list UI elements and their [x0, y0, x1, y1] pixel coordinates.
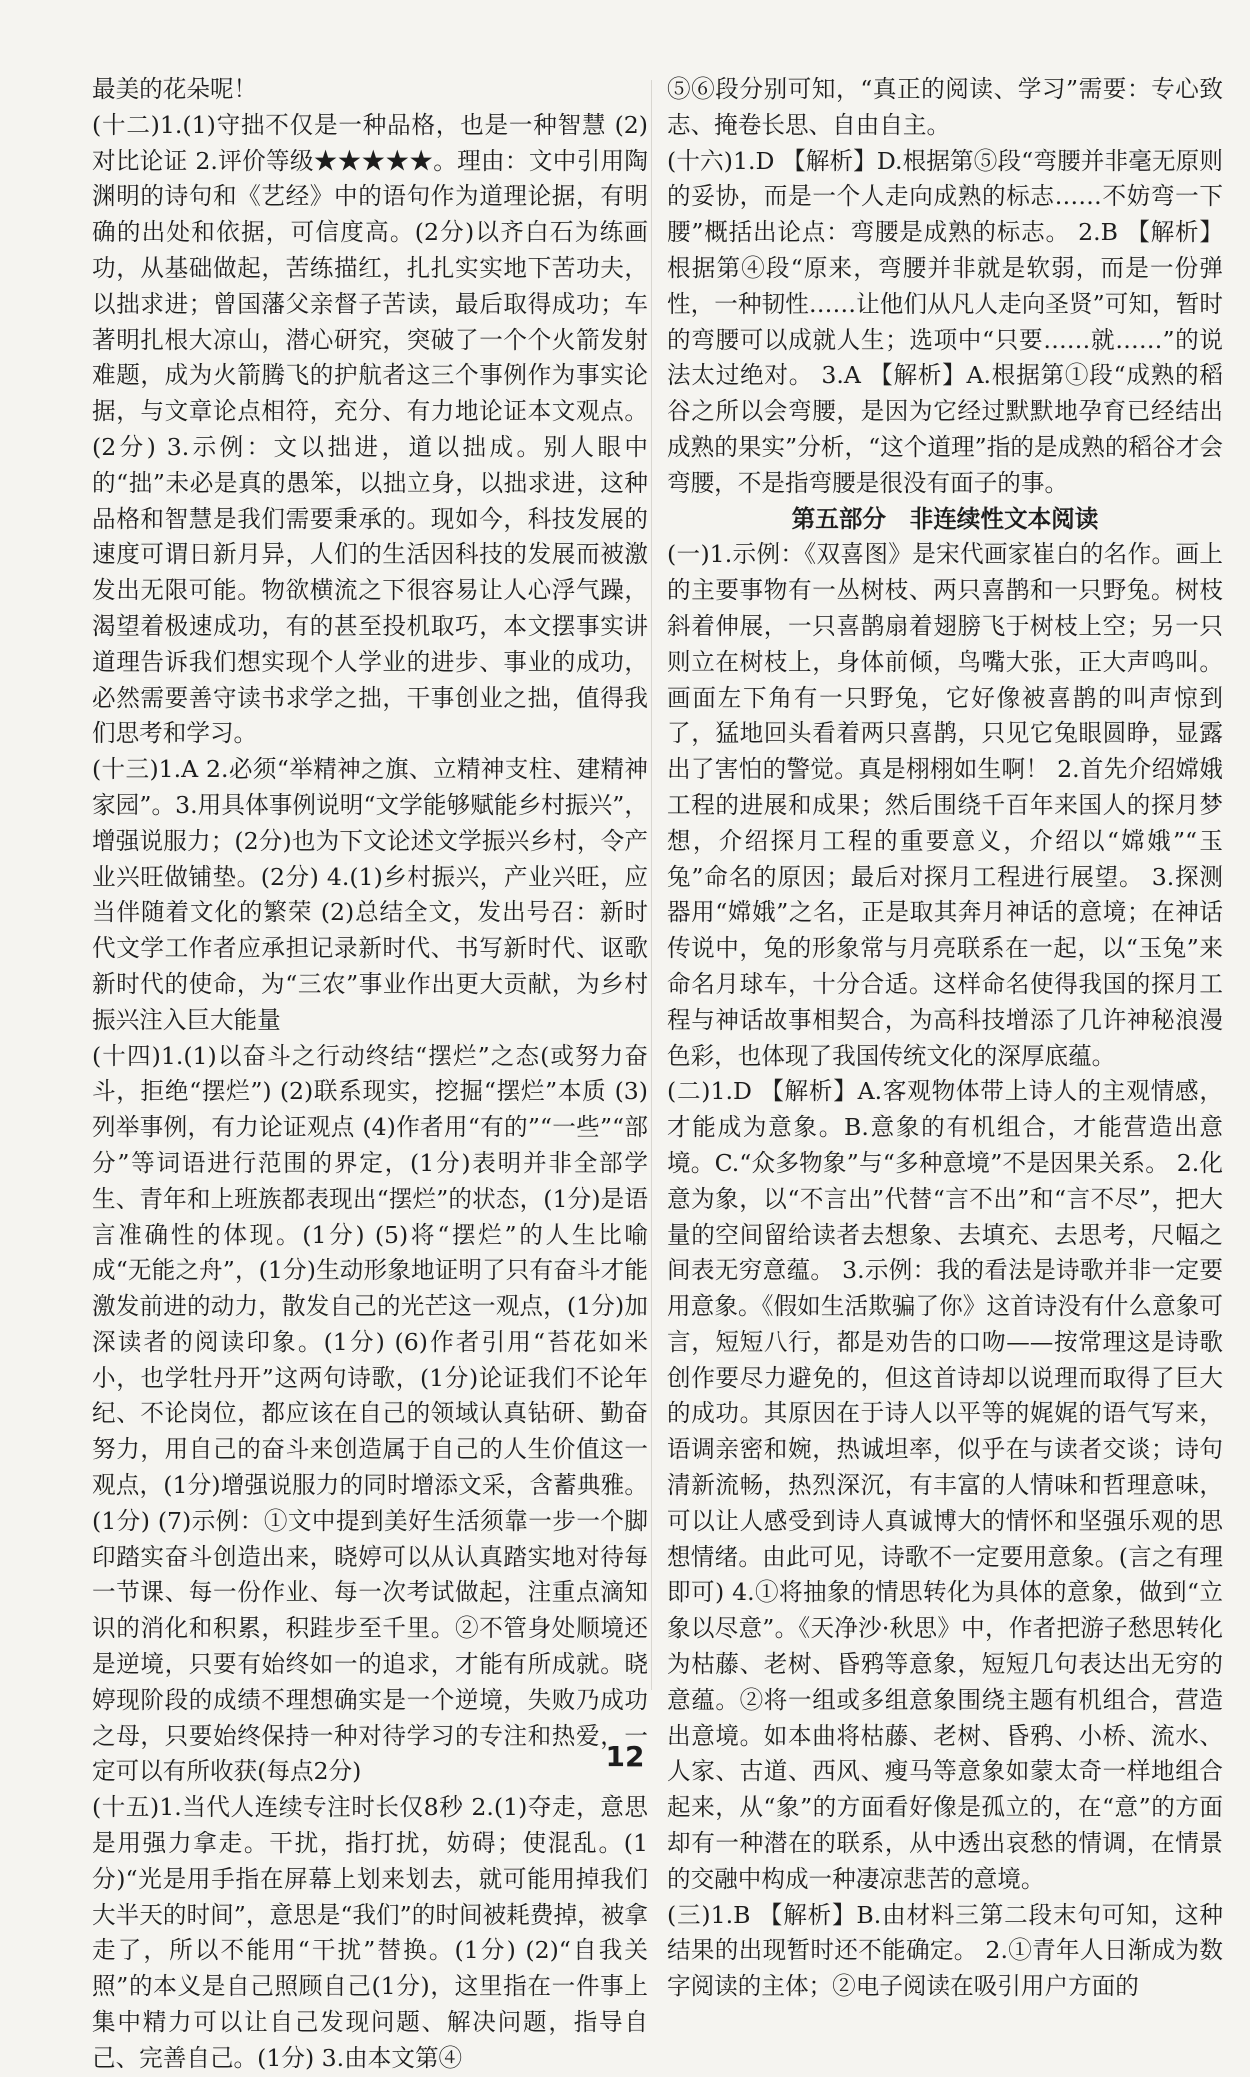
right-column — [667, 72, 1223, 2005]
paragraph: (十二)1.(1)守拙不仅是一种品格，也是一种智慧 (2)对比论证 2.评价等级★★★★★。理由：文中引用陶渊明的诗句和《艺经》中的语句作为道理论据，有明确的出处和依据，可信度高。(2分)以齐白石为练画功，从基础做起，苦练描红，扎扎实实地下苦功夫，以拙求进；曾国藩父亲督子苦读，最后取得成功；车著明扎根大凉山，潜心研究，突破了一个个火箭发射难题，成为火箭腾飞的护航者这三个事例作为事实论据，与文章论点相符，充分、有力地论证本文观点。(2分) 3.示例：文以拙进，道以拙成。别人眼中的“拙”未必是真的愚笨，以拙立身，以拙求进，这种品格和智慧是我们需要秉承的。现如今，科技发展的速度可谓日新月异，人们的生活因科技的发展而被激发出无限可能。物欲横流之下很容易让人心浮气躁，渴望着极速成功，有的甚至投机取巧，本文摆事实讲道理告诉我们想实现个人学业的进步、事业的成功，必然需要善守读书求学之拙，干事创业之拙，值得我们思考和学习。 — [92, 110, 648, 748]
paragraph: (一)1.示例：《双喜图》是宋代画家崔白的名作。画上的主要事物有一丛树枝、两只喜鹊和一只野兔。树枝斜着伸展，一只喜鹊扇着翅膀飞于树枝上空；另一只则立在树枝上，身体前倾，鸟嘴大张，正大声鸣叫。画面左下角有一只野兔，它好像被喜鹊的叫声惊到了，猛地回头看着两只喜鹊，只见它兔眼圆睁，显露出了害怕的警觉。真是栩栩如生啊！ 2.首先介绍嫦娥工程的进展和成果；然后围绕千百年来国人的探月梦想，介绍探月工程的重要意义，介绍以“嫦娥”“玉兔”命名的原因；最后对探月工程进行展望。 3.探测器用“嫦娥”之名，正是取其奔月神话的意境；在神话传说中，兔的形象常与月亮联系在一起，以“玉兔”来命名月球车，十分合适。这样命名使得我国的探月工程与神话故事相契合，为高科技增添了几许神秘浪漫色彩，也体现了我国传统文化的深厚底蕴。 — [667, 540, 1223, 1070]
column-divider — [651, 80, 652, 1690]
left-column — [92, 72, 648, 2077]
page-number: 12 — [605, 1740, 645, 1773]
section-title: 第五部分 非连续性文本阅读 — [791, 504, 1099, 533]
paragraph: (十三)1.A 2.必须“举精神之旗、立精神支柱、建精神家园”。3.用具体事例说明“文学能够赋能乡村振兴”，增强说服力；(2分)也为下文论述文学振兴乡村，令产业兴旺做铺垫。(2分) 4.(1)乡村振兴，产业兴旺，应当伴随着文化的繁荣 (2)总结全文，发出号召：新时代文学工作者应承担记录新时代、书写新时代、讴歌新时代的使命，为“三农”事业作出更大贡献，为乡村振兴注入巨大能量 — [92, 755, 648, 1034]
paragraph: (三)1.B 【解析】B.由材料三第二段末句可知，这种结果的出现暂时还不能确定。 2.①青年人日渐成为数字阅读的主体；②电子阅读在吸引用户方面的 — [667, 1900, 1223, 2001]
paragraph: 最美的花朵呢！ — [92, 75, 258, 103]
paragraph: (十六)1.D 【解析】D.根据第⑤段“弯腰并非毫无原则的妥协，而是一个人走向成熟的标志……不妨弯一下腰”概括出论点：弯腰是成熟的标志。 2.B 【解析】根据第④段“原来，弯腰并非就是软弱，而是一份弹性，一种韧性……让他们从凡人走向圣贤”可知，暂时的弯腰可以成就人生；选项中“只要……就……”的说法太过绝对。 3.A 【解析】A.根据第①段“成熟的稻谷之所以会弯腰，是因为它经过默默地孕育已经结出成熟的果实”分析，“这个道理”指的是成熟的稻谷才会弯腰，不是指弯腰是很没有面子的事。 — [667, 146, 1223, 497]
paragraph: (十五)1.当代人连续专注时长仅8秒 2.(1)夺走，意思是用强力拿走。干扰，指打扰，妨碍；使混乱。(1分)“光是用手指在屏幕上划来划去，就可能用掉我们大半天的时间”，意思是“我们”的时间被耗费掉，被拿走了，所以不能用“干扰”替换。(1分) (2)“自我关照”的本义是自己照顾自己(1分)，这里指在一件事上集中精力可以让自己发现问题、解决问题，指导自己、完善自己。(1分) 3.由本文第④ — [92, 1793, 648, 2072]
paragraph: (十四)1.(1)以奋斗之行动终结“摆烂”之态(或努力奋斗，拒绝“摆烂”) (2)联系现实，挖掘“摆烂”本质 (3)列举事例，有力论证观点 (4)作者用“有的”“一些”“部分”等词语进行范围的界定，(1分)表明并非全部学生、青年和上班族都表现出“摆烂”的状态，(1分)是语言准确性的体现。(1分) (5)将“摆烂”的人生比喻成“无能之舟”，(1分)生动形象地证明了只有奋斗才能激发前进的动力，散发自己的光芒这一观点，(1分)加深读者的阅读印象。(1分) (6)作者引用“苔花如米小，也学牡丹开”这两句诗歌，(1分)论证我们不论年纪、不论岗位，都应该在自己的领域认真钻研、勤奋努力，用自己的奋斗来创造属于自己的人生价值这一观点，(1分)增强说服力的同时增添文采，含蓄典雅。(1分) (7)示例：①文中提到美好生活须靠一步一个脚印踏实奋斗创造出来，晓婷可以从认真踏实地对待每一节课、每一份作业、每一次考试做起，注重点滴知识的消化和积累，积跬步至千里。②不管身处顺境还是逆境，只要有始终如一的追求，才能有所成就。晓婷现阶段的成绩不理想确实是一个逆境，失败乃成功之母，只要始终保持一种对待学习的专注和热爱，一定可以有所收获(每点2分) — [92, 1041, 648, 1786]
paragraph: (二)1.D 【解析】A.客观物体带上诗人的主观情感，才能成为意象。B.意象的有机组合，才能营造出意境。C.“众多物象”与“多种意境”不是因果关系。 2.化意为象，以“不言出”代替“言不出”和“言不尽”，把大量的空间留给读者去想象、去填充、去思考，尺幅之间表无穷意蕴。 3.示例：我的看法是诗歌并非一定要用意象。《假如生活欺骗了你》这首诗没有什么意象可言，短短八行，都是劝告的口吻——按常理这是诗歌创作要尽力避免的，但这首诗却以说理而取得了巨大的成功。其原因在于诗人以平等的娓娓的语气写来，语调亲密和婉，热诚坦率，似乎在与读者交谈；诗句清新流畅，热烈深沉，有丰富的人情味和哲理意味，可以让人感受到诗人真诚博大的情怀和坚强乐观的思想情绪。由此可见，诗歌不一定要用意象。(言之有理即可) 4.①将抽象的情思转化为具体的意象，做到“立象以尽意”。《天净沙·秋思》中，作者把游子愁思转化为枯藤、老树、昏鸦等意象，短短几句表达出无穷的意蕴。②将一组或多组意象围绕主题有机组合，营造出意境。如本曲将枯藤、老树、昏鸦、小桥、流水、人家、古道、西风、瘦马等意象如蒙太奇一样地组合起来，从“象”的方面看好像是孤立的，在“意”的方面却有一种潜在的联系，从中透出哀愁的情调，在情景的交融中构成一种凄凉悲苦的意境。 — [667, 1077, 1223, 1893]
paragraph: ⑤⑥段分别可知，“真正的阅读、学习”需要：专心致志、掩卷长思、自由自主。 — [667, 75, 1223, 139]
